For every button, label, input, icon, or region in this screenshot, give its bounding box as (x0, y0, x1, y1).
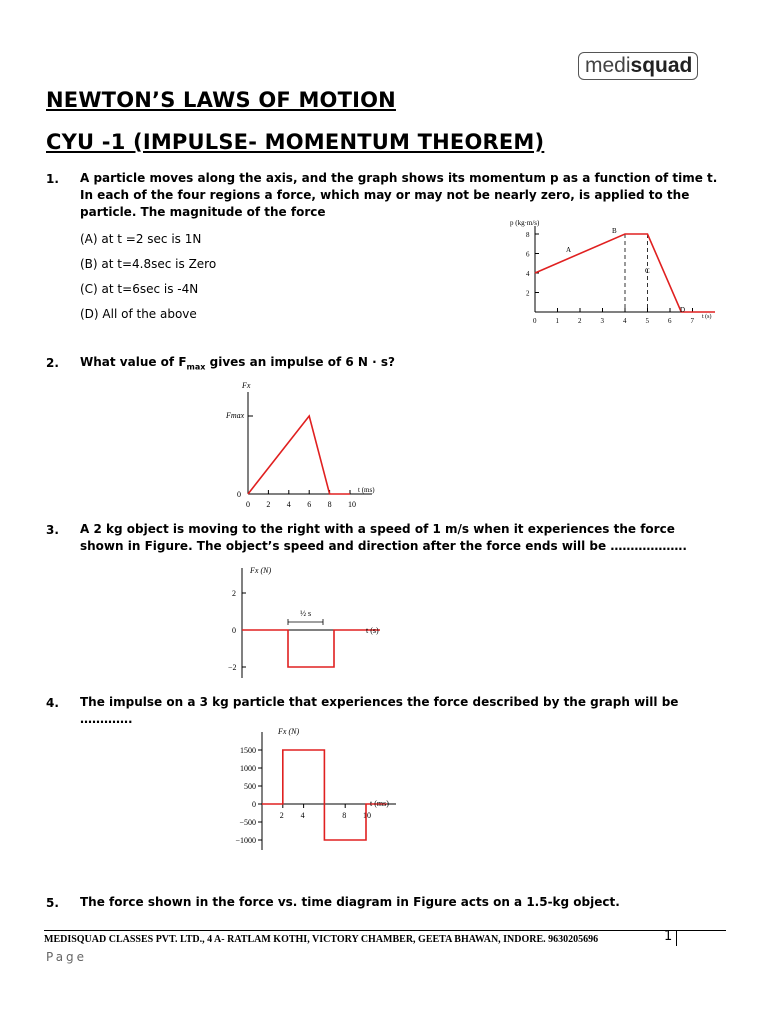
x-axis-label: t (ms) (358, 486, 375, 494)
x-tick-label: 4 (623, 317, 627, 325)
force-curve (242, 630, 380, 667)
region-label-c: C (645, 267, 650, 275)
x-tick-label: 5 (645, 317, 649, 325)
y-tick-label: 4 (526, 270, 530, 278)
question-3-number: 3. (46, 523, 59, 537)
y-tick-label: 0 (252, 800, 256, 809)
x-tick-label: 4 (300, 811, 305, 820)
force-step-graph (220, 722, 420, 854)
origin-label: 0 (237, 490, 241, 499)
y-tick-label: 1500 (240, 746, 256, 755)
y-tick-label: −1000 (235, 836, 256, 845)
option-c: (C) at t=6sec is -4N (80, 282, 199, 296)
y-tick-label: 6 (526, 250, 530, 259)
x-tick-label: 7 (690, 317, 694, 325)
x-tick-label: 6 (668, 317, 672, 325)
x-tick-label: 8 (342, 811, 347, 820)
x-tick-label: 10 (348, 500, 356, 509)
y-axis-label: Fx (N) (278, 727, 300, 736)
question-5-number: 5. (46, 896, 59, 910)
x-tick-label: 2 (279, 811, 284, 820)
x-tick-label: 1 (555, 317, 559, 325)
y-tick-label: 1000 (240, 764, 256, 773)
question-1-text: A particle moves along the axis, and the graph shows its momentum p as a function of time t. In each of the four regions a force, which may or may not be nearly zero, is applied to the particle. The magnitude of the force (80, 171, 718, 219)
force-curve (262, 750, 387, 840)
y-tick-label: 2 (526, 289, 530, 298)
x-tick-label: 8 (327, 500, 332, 509)
force-pulse-graph (222, 560, 402, 680)
y-tick-label: 2 (232, 589, 236, 598)
y-tick-label: 0 (232, 626, 236, 635)
question-3-text: A 2 kg object is moving to the right with a speed of 1 m/s when it experiences the force shown in Figure. The object’s speed and direction after the force ends will be ………………. (80, 522, 687, 553)
force-curve (248, 416, 350, 494)
x-axis-label: t (ms) (370, 799, 389, 808)
momentum-time-graph (500, 214, 730, 332)
footer-page-bar (676, 930, 677, 946)
region-label-b: B (612, 227, 617, 235)
x-tick-label: 10 (363, 811, 371, 820)
question-4-number: 4. (46, 696, 59, 710)
x-tick-label: 3 (600, 317, 604, 325)
force-triangle-graph (222, 378, 392, 514)
option-b: (B) at t=4.8sec is Zero (80, 257, 217, 271)
medisquad-logo: medisquad (578, 52, 698, 80)
x-tick-label: 6 (307, 500, 312, 509)
y-axis-label: Fx (242, 381, 251, 390)
region-label-d: D (680, 306, 686, 314)
x-tick-label: 2 (266, 500, 271, 509)
x-tick-label: 0 (246, 500, 250, 509)
y-axis-label: Fx (N) (250, 566, 272, 575)
page-number: 1 (664, 929, 673, 944)
footer-address: MEDISQUAD CLASSES PVT. LTD., 4 A- RATLAM KOTHI, VICTORY CHAMBER, GEETA BHAWAN, INDORE. 9630205696 (44, 934, 599, 945)
question-5-text: The force shown in the force vs. time diagram in Figure acts on a 1.5-kg object. (80, 895, 620, 909)
region-label-a: A (566, 246, 572, 254)
x-tick-label: 2 (578, 317, 582, 325)
y-tick-label: 500 (244, 782, 256, 791)
option-a: (A) at t =2 sec is 1N (80, 232, 202, 246)
page-title: NEWTON’S LAWS OF MOTION (46, 88, 396, 112)
x-tick-label: 0 (533, 317, 537, 325)
x-axis-label: t (s) (366, 626, 379, 635)
page-label: Page (46, 950, 88, 964)
half-second-label: ½ s (300, 609, 312, 618)
y-tick-label: −500 (239, 818, 256, 827)
question-2-text: What value of $F_{max}$ gives an impulse of 6 N · s? (80, 355, 395, 372)
option-d: (D) All of the above (80, 307, 197, 321)
x-tick-label: 4 (286, 500, 291, 509)
y-tick-label: −2 (228, 663, 237, 672)
footer-divider (44, 930, 726, 931)
y-tick-label: 8 (526, 231, 530, 239)
question-2-number: 2. (46, 356, 59, 370)
y-axis-label: p (kg·m/s) (510, 219, 540, 227)
question-1-number: 1. (46, 172, 59, 186)
fmax-label: Fmax (226, 411, 245, 420)
page-subtitle: CYU -1 (IMPULSE- MOMENTUM THEOREM) (46, 130, 545, 154)
x-axis-label: t (s) (702, 314, 712, 320)
question-4-text: The impulse on a 3 kg particle that experiences the force described by the graph will be …………. (80, 695, 679, 726)
